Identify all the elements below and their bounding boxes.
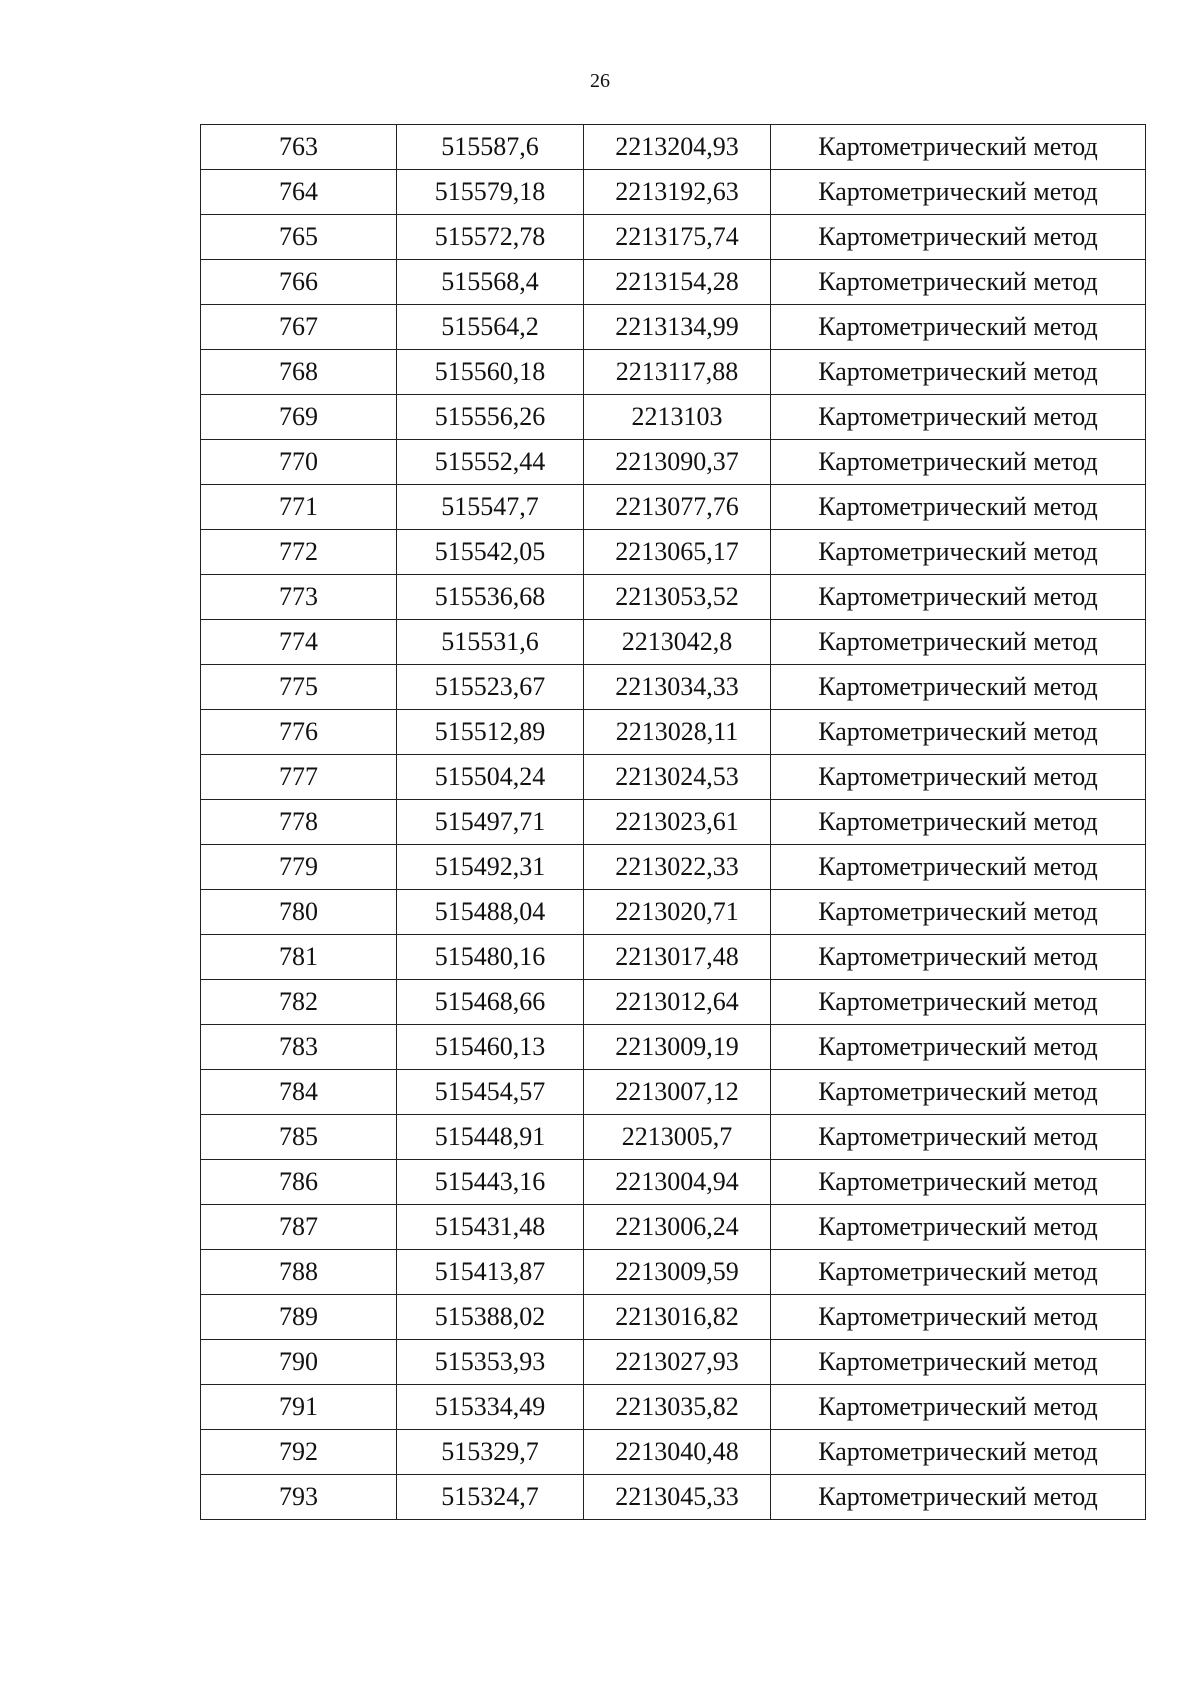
method-cell: Картометрический метод [771, 1475, 1146, 1520]
point-number-cell: 772 [201, 530, 397, 575]
x-coordinate-cell: 515497,71 [397, 800, 584, 845]
x-coordinate-cell: 515334,49 [397, 1385, 584, 1430]
y-coordinate-cell: 2213020,71 [584, 890, 771, 935]
point-number-cell: 763 [201, 125, 397, 170]
table-row [201, 980, 1146, 1025]
point-number-cell: 775 [201, 665, 397, 710]
y-coordinate-cell: 2213090,37 [584, 440, 771, 485]
y-coordinate-cell: 2213004,94 [584, 1160, 771, 1205]
point-number-cell: 792 [201, 1430, 397, 1475]
point-number-cell: 779 [201, 845, 397, 890]
point-number-cell: 787 [201, 1205, 397, 1250]
method-cell: Картометрический метод [771, 1340, 1146, 1385]
y-coordinate-cell: 2213077,76 [584, 485, 771, 530]
x-coordinate-cell: 515492,31 [397, 845, 584, 890]
y-coordinate-cell: 2213024,53 [584, 755, 771, 800]
x-coordinate-cell: 515413,87 [397, 1250, 584, 1295]
y-coordinate-cell: 2213027,93 [584, 1340, 771, 1385]
method-cell: Картометрический метод [771, 710, 1146, 755]
y-coordinate-cell: 2213053,52 [584, 575, 771, 620]
x-coordinate-cell: 515552,44 [397, 440, 584, 485]
x-coordinate-cell: 515587,6 [397, 125, 584, 170]
table-row [201, 260, 1146, 305]
method-cell: Картометрический метод [771, 1385, 1146, 1430]
coordinates-table-body [201, 125, 1146, 1520]
y-coordinate-cell: 2213035,82 [584, 1385, 771, 1430]
x-coordinate-cell: 515512,89 [397, 710, 584, 755]
table-row [201, 1250, 1146, 1295]
y-coordinate-cell: 2213016,82 [584, 1295, 771, 1340]
point-number-cell: 785 [201, 1115, 397, 1160]
table-row [201, 1205, 1146, 1250]
method-cell: Картометрический метод [771, 395, 1146, 440]
method-cell: Картометрический метод [771, 1430, 1146, 1475]
x-coordinate-cell: 515542,05 [397, 530, 584, 575]
table-row [201, 170, 1146, 215]
x-coordinate-cell: 515504,24 [397, 755, 584, 800]
table-row [201, 800, 1146, 845]
x-coordinate-cell: 515536,68 [397, 575, 584, 620]
table-row [201, 485, 1146, 530]
y-coordinate-cell: 2213012,64 [584, 980, 771, 1025]
y-coordinate-cell: 2213045,33 [584, 1475, 771, 1520]
point-number-cell: 774 [201, 620, 397, 665]
x-coordinate-cell: 515388,02 [397, 1295, 584, 1340]
y-coordinate-cell: 2213034,33 [584, 665, 771, 710]
x-coordinate-cell: 515560,18 [397, 350, 584, 395]
table-row [201, 890, 1146, 935]
x-coordinate-cell: 515480,16 [397, 935, 584, 980]
x-coordinate-cell: 515448,91 [397, 1115, 584, 1160]
y-coordinate-cell: 2213028,11 [584, 710, 771, 755]
y-coordinate-cell: 2213040,48 [584, 1430, 771, 1475]
point-number-cell: 784 [201, 1070, 397, 1115]
method-cell: Картометрический метод [771, 1025, 1146, 1070]
table-row [201, 1070, 1146, 1115]
method-cell: Картометрический метод [771, 575, 1146, 620]
method-cell: Картометрический метод [771, 530, 1146, 575]
table-row [201, 1025, 1146, 1070]
method-cell: Картометрический метод [771, 845, 1146, 890]
y-coordinate-cell: 2213192,63 [584, 170, 771, 215]
method-cell: Картометрический метод [771, 350, 1146, 395]
table-row [201, 1295, 1146, 1340]
y-coordinate-cell: 2213154,28 [584, 260, 771, 305]
y-coordinate-cell: 2213022,33 [584, 845, 771, 890]
x-coordinate-cell: 515531,6 [397, 620, 584, 665]
y-coordinate-cell: 2213117,88 [584, 350, 771, 395]
point-number-cell: 791 [201, 1385, 397, 1430]
y-coordinate-cell: 2213006,24 [584, 1205, 771, 1250]
y-coordinate-cell: 2213065,17 [584, 530, 771, 575]
point-number-cell: 770 [201, 440, 397, 485]
table-row [201, 665, 1146, 710]
method-cell: Картометрический метод [771, 485, 1146, 530]
page-number: 26 [590, 70, 610, 92]
x-coordinate-cell: 515564,2 [397, 305, 584, 350]
point-number-cell: 789 [201, 1295, 397, 1340]
point-number-cell: 777 [201, 755, 397, 800]
table-row [201, 1340, 1146, 1385]
point-number-cell: 780 [201, 890, 397, 935]
method-cell: Картометрический метод [771, 1115, 1146, 1160]
x-coordinate-cell: 515579,18 [397, 170, 584, 215]
x-coordinate-cell: 515443,16 [397, 1160, 584, 1205]
point-number-cell: 773 [201, 575, 397, 620]
point-number-cell: 769 [201, 395, 397, 440]
table-row [201, 1115, 1146, 1160]
x-coordinate-cell: 515454,57 [397, 1070, 584, 1115]
table-row [201, 215, 1146, 260]
point-number-cell: 782 [201, 980, 397, 1025]
table-row [201, 575, 1146, 620]
method-cell: Картометрический метод [771, 1205, 1146, 1250]
y-coordinate-cell: 2213175,74 [584, 215, 771, 260]
table-row [201, 395, 1146, 440]
x-coordinate-cell: 515572,78 [397, 215, 584, 260]
point-number-cell: 790 [201, 1340, 397, 1385]
table-row [201, 755, 1146, 800]
method-cell: Картометрический метод [771, 215, 1146, 260]
method-cell: Картометрический метод [771, 890, 1146, 935]
x-coordinate-cell: 515547,7 [397, 485, 584, 530]
point-number-cell: 776 [201, 710, 397, 755]
table-row [201, 935, 1146, 980]
table-row [201, 1430, 1146, 1475]
table-row [201, 1475, 1146, 1520]
table-row [201, 710, 1146, 755]
x-coordinate-cell: 515556,26 [397, 395, 584, 440]
x-coordinate-cell: 515324,7 [397, 1475, 584, 1520]
point-number-cell: 766 [201, 260, 397, 305]
point-number-cell: 764 [201, 170, 397, 215]
point-number-cell: 793 [201, 1475, 397, 1520]
method-cell: Картометрический метод [771, 935, 1146, 980]
point-number-cell: 767 [201, 305, 397, 350]
y-coordinate-cell: 2213023,61 [584, 800, 771, 845]
method-cell: Картометрический метод [771, 260, 1146, 305]
point-number-cell: 771 [201, 485, 397, 530]
y-coordinate-cell: 2213134,99 [584, 305, 771, 350]
y-coordinate-cell: 2213204,93 [584, 125, 771, 170]
method-cell: Картометрический метод [771, 1070, 1146, 1115]
table-row [201, 350, 1146, 395]
method-cell: Картометрический метод [771, 620, 1146, 665]
method-cell: Картометрический метод [771, 980, 1146, 1025]
table-row [201, 440, 1146, 485]
table-row [201, 125, 1146, 170]
point-number-cell: 781 [201, 935, 397, 980]
y-coordinate-cell: 2213007,12 [584, 1070, 771, 1115]
table-row [201, 845, 1146, 890]
point-number-cell: 768 [201, 350, 397, 395]
method-cell: Картометрический метод [771, 1250, 1146, 1295]
table-row [201, 620, 1146, 665]
table-row [201, 1160, 1146, 1205]
x-coordinate-cell: 515468,66 [397, 980, 584, 1025]
x-coordinate-cell: 515568,4 [397, 260, 584, 305]
x-coordinate-cell: 515523,67 [397, 665, 584, 710]
method-cell: Картометрический метод [771, 170, 1146, 215]
point-number-cell: 778 [201, 800, 397, 845]
point-number-cell: 788 [201, 1250, 397, 1295]
table-row [201, 530, 1146, 575]
method-cell: Картометрический метод [771, 1295, 1146, 1340]
x-coordinate-cell: 515460,13 [397, 1025, 584, 1070]
x-coordinate-cell: 515353,93 [397, 1340, 584, 1385]
y-coordinate-cell: 2213005,7 [584, 1115, 771, 1160]
table-row [201, 305, 1146, 350]
method-cell: Картометрический метод [771, 440, 1146, 485]
y-coordinate-cell: 2213009,59 [584, 1250, 771, 1295]
y-coordinate-cell: 2213017,48 [584, 935, 771, 980]
point-number-cell: 786 [201, 1160, 397, 1205]
point-number-cell: 765 [201, 215, 397, 260]
x-coordinate-cell: 515329,7 [397, 1430, 584, 1475]
x-coordinate-cell: 515431,48 [397, 1205, 584, 1250]
point-number-cell: 783 [201, 1025, 397, 1070]
method-cell: Картометрический метод [771, 305, 1146, 350]
y-coordinate-cell: 2213103 [584, 395, 771, 440]
y-coordinate-cell: 2213042,8 [584, 620, 771, 665]
x-coordinate-cell: 515488,04 [397, 890, 584, 935]
method-cell: Картометрический метод [771, 1160, 1146, 1205]
y-coordinate-cell: 2213009,19 [584, 1025, 771, 1070]
method-cell: Картометрический метод [771, 665, 1146, 710]
method-cell: Картометрический метод [771, 125, 1146, 170]
method-cell: Картометрический метод [771, 800, 1146, 845]
table-row [201, 1385, 1146, 1430]
coordinates-table [200, 124, 1146, 1520]
method-cell: Картометрический метод [771, 755, 1146, 800]
